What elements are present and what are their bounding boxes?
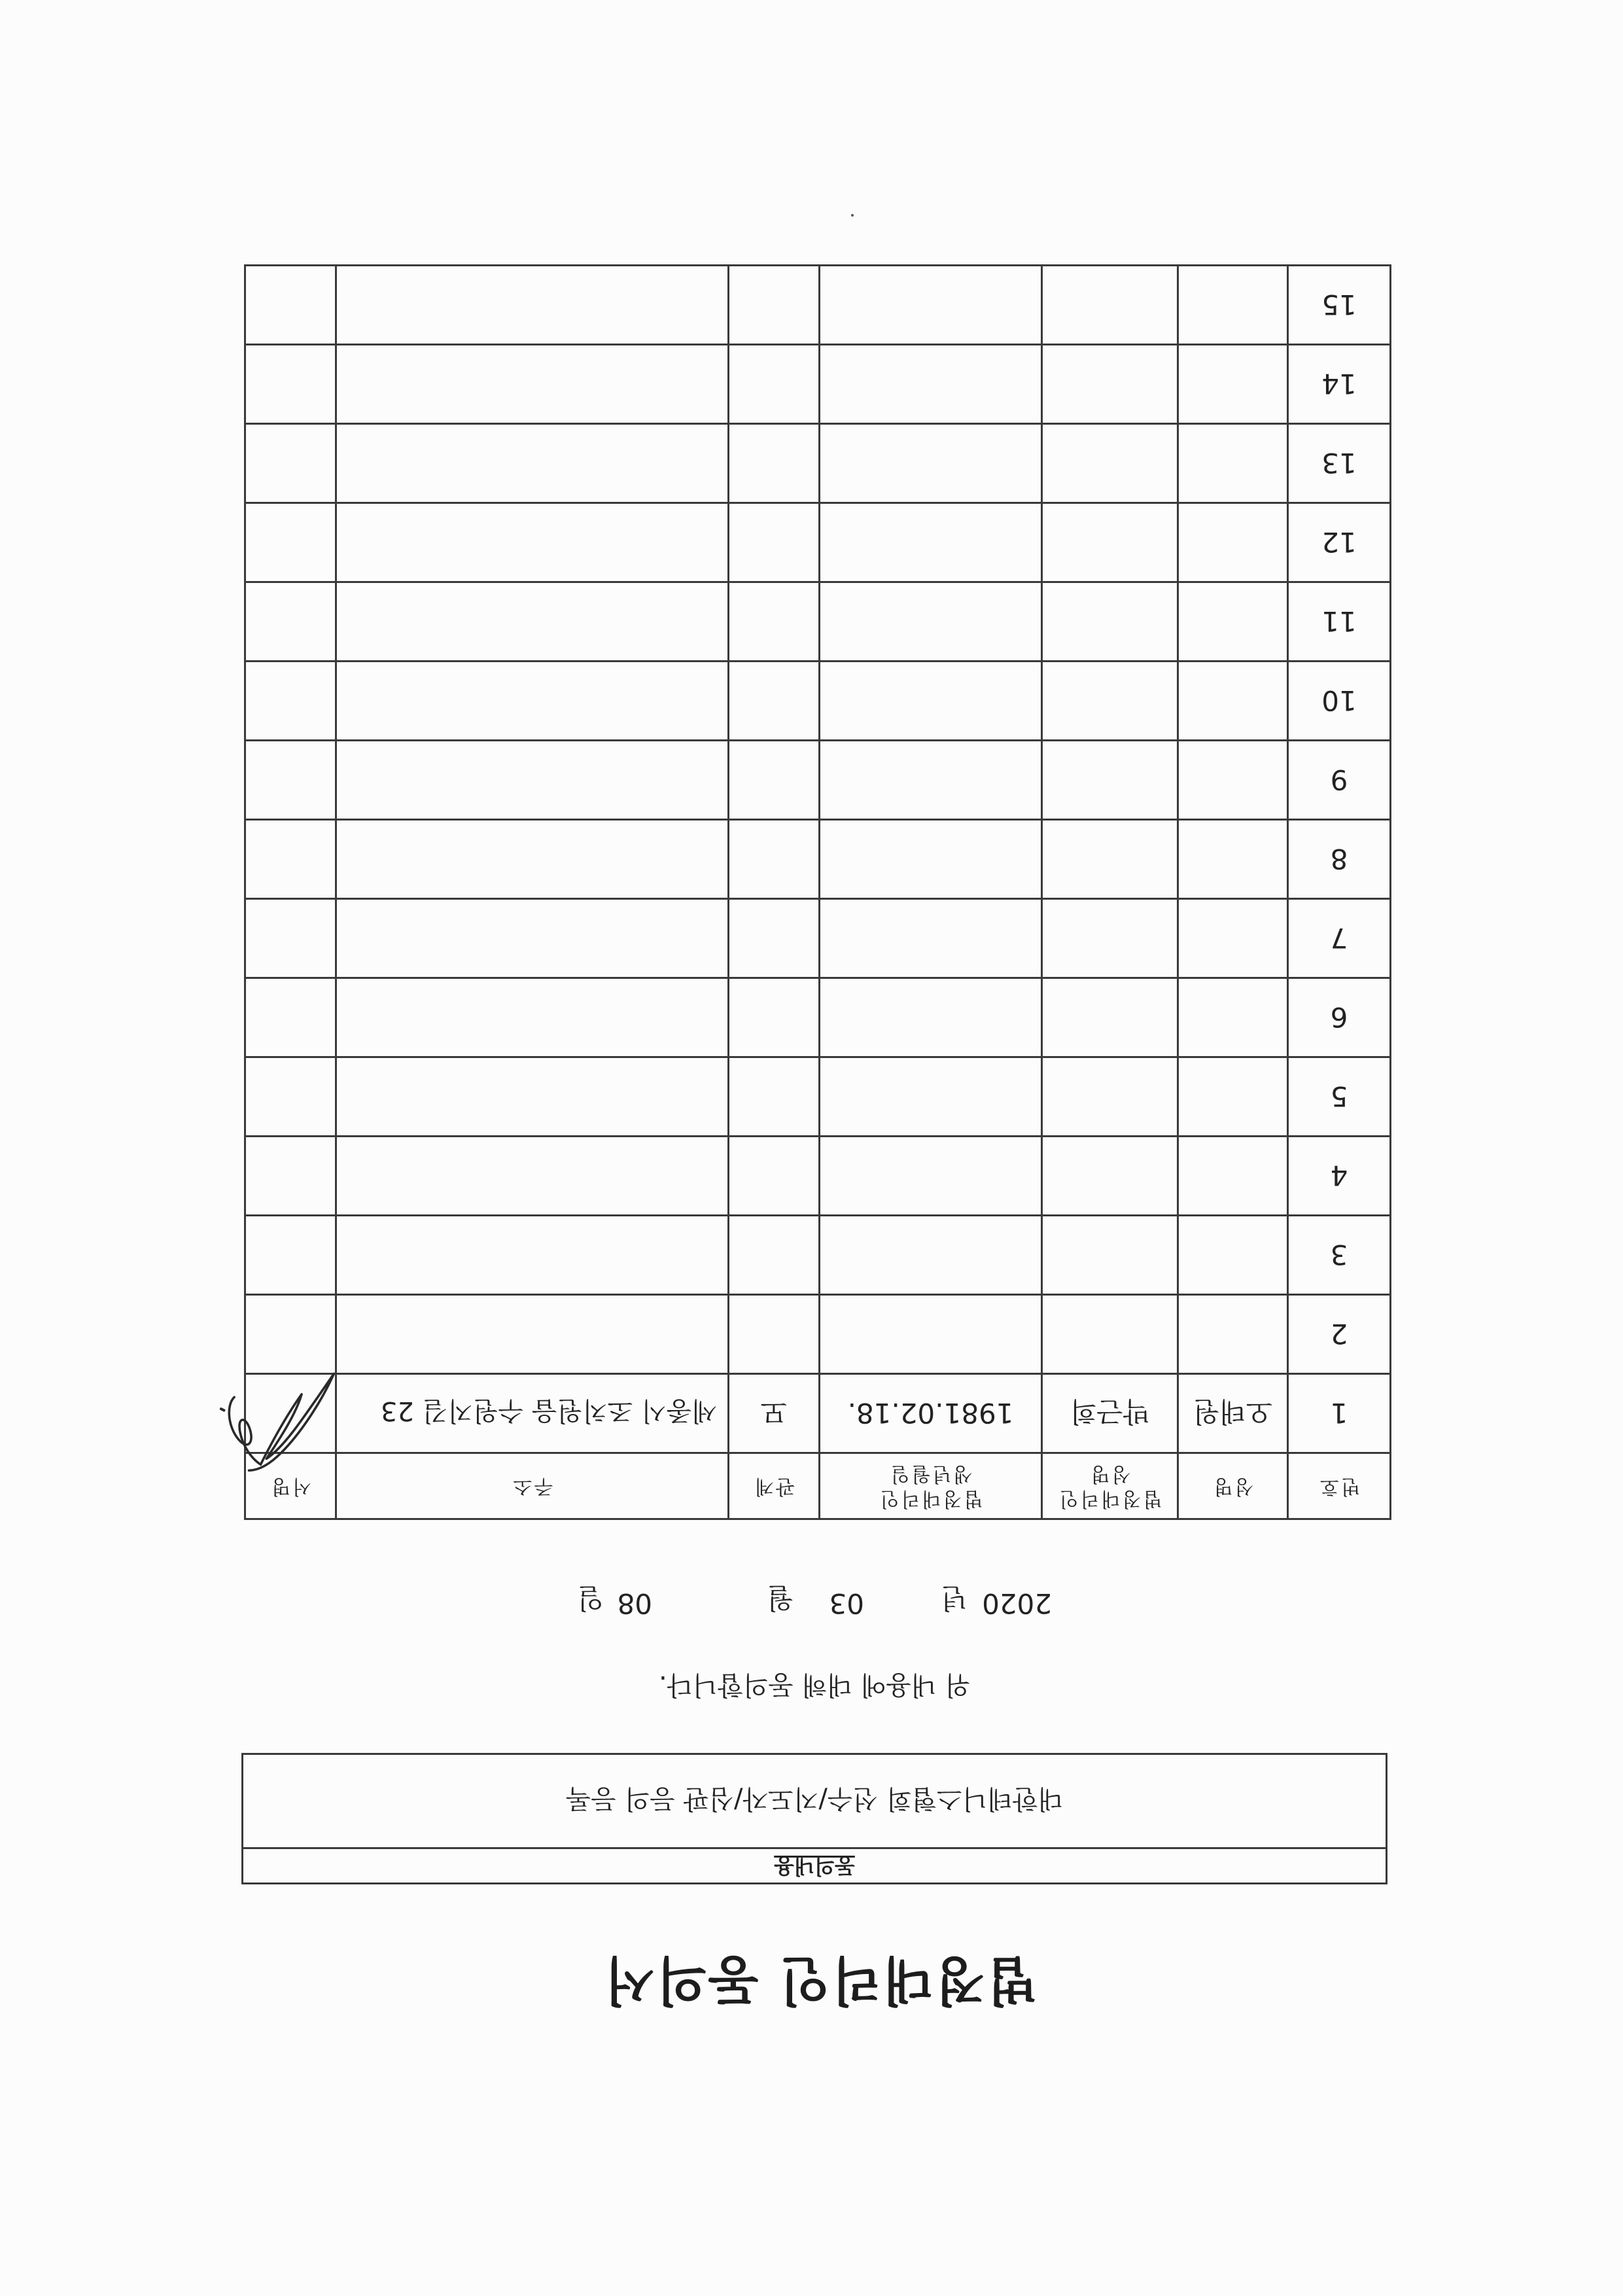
table-row (245, 1137, 1391, 1216)
relation-cell (729, 1057, 820, 1137)
table-row (245, 503, 1391, 582)
guardian-birthdate-cell (820, 1295, 1042, 1374)
relation-cell (729, 899, 820, 978)
handwritten-signature (217, 1365, 349, 1475)
header-relation-line: 관계 (753, 1475, 795, 1498)
signature-cell (245, 503, 336, 582)
guardian-table (244, 264, 1391, 1520)
guardian-birthdate-cell (820, 424, 1042, 503)
guardian-name-cell (1042, 662, 1178, 741)
table-row (245, 741, 1391, 820)
guardian-name-cell (1042, 1216, 1178, 1295)
header-address (336, 1453, 729, 1519)
student-name-cell (1178, 899, 1288, 978)
guardian-birthdate-cell (820, 899, 1042, 978)
header-name (1178, 1453, 1288, 1519)
guardian-name-cell (1042, 266, 1178, 345)
guardian-name-cell (1042, 741, 1178, 820)
address-cell (336, 1295, 729, 1374)
relation-cell (729, 345, 820, 424)
row-number-cell: 3 (1288, 1216, 1391, 1295)
signature-cell (245, 1137, 336, 1216)
signature-cell (245, 899, 336, 978)
relation-cell: 모 (729, 1374, 820, 1453)
consent-section (241, 1753, 1387, 1884)
relation-cell (729, 582, 820, 662)
row-number-cell: 12 (1288, 503, 1391, 582)
guardian-birthdate-cell (820, 503, 1042, 582)
guardian-birthdate-cell (820, 978, 1042, 1057)
guardian-birthdate-cell: 1981.02.18. (820, 1374, 1042, 1453)
date-month: 03 (829, 1587, 864, 1619)
student-name-cell (1178, 741, 1288, 820)
date-year-unit: 년 (941, 1582, 968, 1614)
header-number-line: 번호 (1318, 1475, 1360, 1498)
student-name-cell (1178, 1295, 1288, 1374)
consent-content (243, 1755, 1386, 1847)
signature-cell (245, 1216, 336, 1295)
row-number-cell: 15 (1288, 266, 1391, 345)
guardian-name-cell (1042, 582, 1178, 662)
student-name-cell: 오태원 (1178, 1374, 1288, 1453)
student-name-cell (1178, 978, 1288, 1057)
guardian-name-cell (1042, 899, 1178, 978)
header-guardian-name-line: 성명 (1089, 1462, 1131, 1485)
date-year: 2020 (982, 1587, 1052, 1619)
row-number-cell: 14 (1288, 345, 1391, 424)
header-name-line: 성명 (1212, 1475, 1254, 1498)
table-row (245, 345, 1391, 424)
relation-cell (729, 424, 820, 503)
address-cell (336, 820, 729, 899)
student-name-cell (1178, 1216, 1288, 1295)
header-number (1288, 1453, 1391, 1519)
relation-cell (729, 978, 820, 1057)
relation-cell (729, 1216, 820, 1295)
guardian-name-cell (1042, 503, 1178, 582)
address-cell (336, 345, 729, 424)
row-number-cell: 7 (1288, 899, 1391, 978)
relation-cell (729, 741, 820, 820)
guardian-name-cell (1042, 1057, 1178, 1137)
relation-cell (729, 266, 820, 345)
table-header-row (245, 1453, 1391, 1519)
signature-cell (245, 820, 336, 899)
row-number-cell: 13 (1288, 424, 1391, 503)
relation-cell (729, 1137, 820, 1216)
table-body (245, 266, 1391, 1453)
table-row (245, 1374, 1391, 1453)
address-cell (336, 1216, 729, 1295)
guardian-name-cell (1042, 1137, 1178, 1216)
guardian-name-cell (1042, 820, 1178, 899)
signature-cell (245, 1295, 336, 1374)
row-number-cell: 10 (1288, 662, 1391, 741)
guardian-name-cell (1042, 345, 1178, 424)
document-title: 법정대리인 동의서 (602, 1950, 1038, 2011)
row-number-cell: 5 (1288, 1057, 1391, 1137)
scan-speck (851, 214, 854, 217)
signature-cell (245, 345, 336, 424)
address-cell (336, 503, 729, 582)
header-guardian-name-line: 법정대리인 (1057, 1487, 1162, 1510)
student-name-cell (1178, 582, 1288, 662)
guardian-birthdate-cell (820, 741, 1042, 820)
signature-cell (245, 662, 336, 741)
guardian-name-cell: 박근희 (1042, 1374, 1178, 1453)
student-name-cell (1178, 503, 1288, 582)
table-row (245, 1295, 1391, 1374)
student-name-cell (1178, 820, 1288, 899)
consent-header: 동의내용 (243, 1847, 1386, 1882)
student-name-cell (1178, 1057, 1288, 1137)
consent-content-text: 대한테니스협회 선수/지도자/심판 등의 등록 (565, 1784, 1064, 1814)
table-row (245, 978, 1391, 1057)
header-address-line: 주소 (511, 1475, 553, 1498)
address-cell (336, 741, 729, 820)
guardian-birthdate-cell (820, 582, 1042, 662)
header-guardian-birthdate (820, 1453, 1042, 1519)
address-cell (336, 662, 729, 741)
relation-cell (729, 1295, 820, 1374)
signature-cell (245, 741, 336, 820)
row-number-cell: 2 (1288, 1295, 1391, 1374)
table-row (245, 582, 1391, 662)
relation-cell (729, 503, 820, 582)
row-number-cell: 9 (1288, 741, 1391, 820)
table-row (245, 899, 1391, 978)
relation-cell (729, 662, 820, 741)
header-guardian-name (1042, 1453, 1178, 1519)
signature-cell (245, 1057, 336, 1137)
guardian-birthdate-cell (820, 662, 1042, 741)
agreement-statement: 위 내용에 대해 동의합니다. (659, 1670, 970, 1700)
guardian-birthdate-cell (820, 1216, 1042, 1295)
address-cell: 세종시 조치원읍 수원지길 23 (336, 1374, 729, 1453)
guardian-birthdate-cell (820, 1137, 1042, 1216)
signature-cell (245, 424, 336, 503)
student-name-cell (1178, 662, 1288, 741)
date-month-unit: 월 (767, 1582, 794, 1614)
address-cell (336, 582, 729, 662)
row-number-cell: 8 (1288, 820, 1391, 899)
guardian-birthdate-cell (820, 820, 1042, 899)
signature-cell (245, 978, 336, 1057)
address-cell (336, 978, 729, 1057)
header-guardian-birthdate-line: 생년월일 (888, 1462, 973, 1485)
row-number-cell: 1 (1288, 1374, 1391, 1453)
signature-cell (245, 582, 336, 662)
row-number-cell: 11 (1288, 582, 1391, 662)
table-row (245, 1216, 1391, 1295)
row-number-cell: 6 (1288, 978, 1391, 1057)
header-signature-line: 서명 (270, 1475, 311, 1498)
student-name-cell (1178, 266, 1288, 345)
guardian-name-cell (1042, 424, 1178, 503)
address-cell (336, 266, 729, 345)
date-day-unit: 일 (577, 1582, 604, 1614)
row-number-cell: 4 (1288, 1137, 1391, 1216)
header-guardian-birthdate-line: 법정대리인 (878, 1487, 983, 1510)
guardian-birthdate-cell (820, 266, 1042, 345)
address-cell (336, 1137, 729, 1216)
signature-cell (245, 266, 336, 345)
header-relation (729, 1453, 820, 1519)
table-row (245, 820, 1391, 899)
student-name-cell (1178, 1137, 1288, 1216)
address-cell (336, 1057, 729, 1137)
student-name-cell (1178, 424, 1288, 503)
guardian-name-cell (1042, 1295, 1178, 1374)
date-day: 08 (617, 1587, 652, 1619)
table-row (245, 1057, 1391, 1137)
table-row (245, 662, 1391, 741)
table-row (245, 424, 1391, 503)
relation-cell (729, 820, 820, 899)
address-cell (336, 899, 729, 978)
guardian-birthdate-cell (820, 345, 1042, 424)
address-cell (336, 424, 729, 503)
guardian-name-cell (1042, 978, 1178, 1057)
guardian-birthdate-cell (820, 1057, 1042, 1137)
table-row (245, 266, 1391, 345)
student-name-cell (1178, 345, 1288, 424)
